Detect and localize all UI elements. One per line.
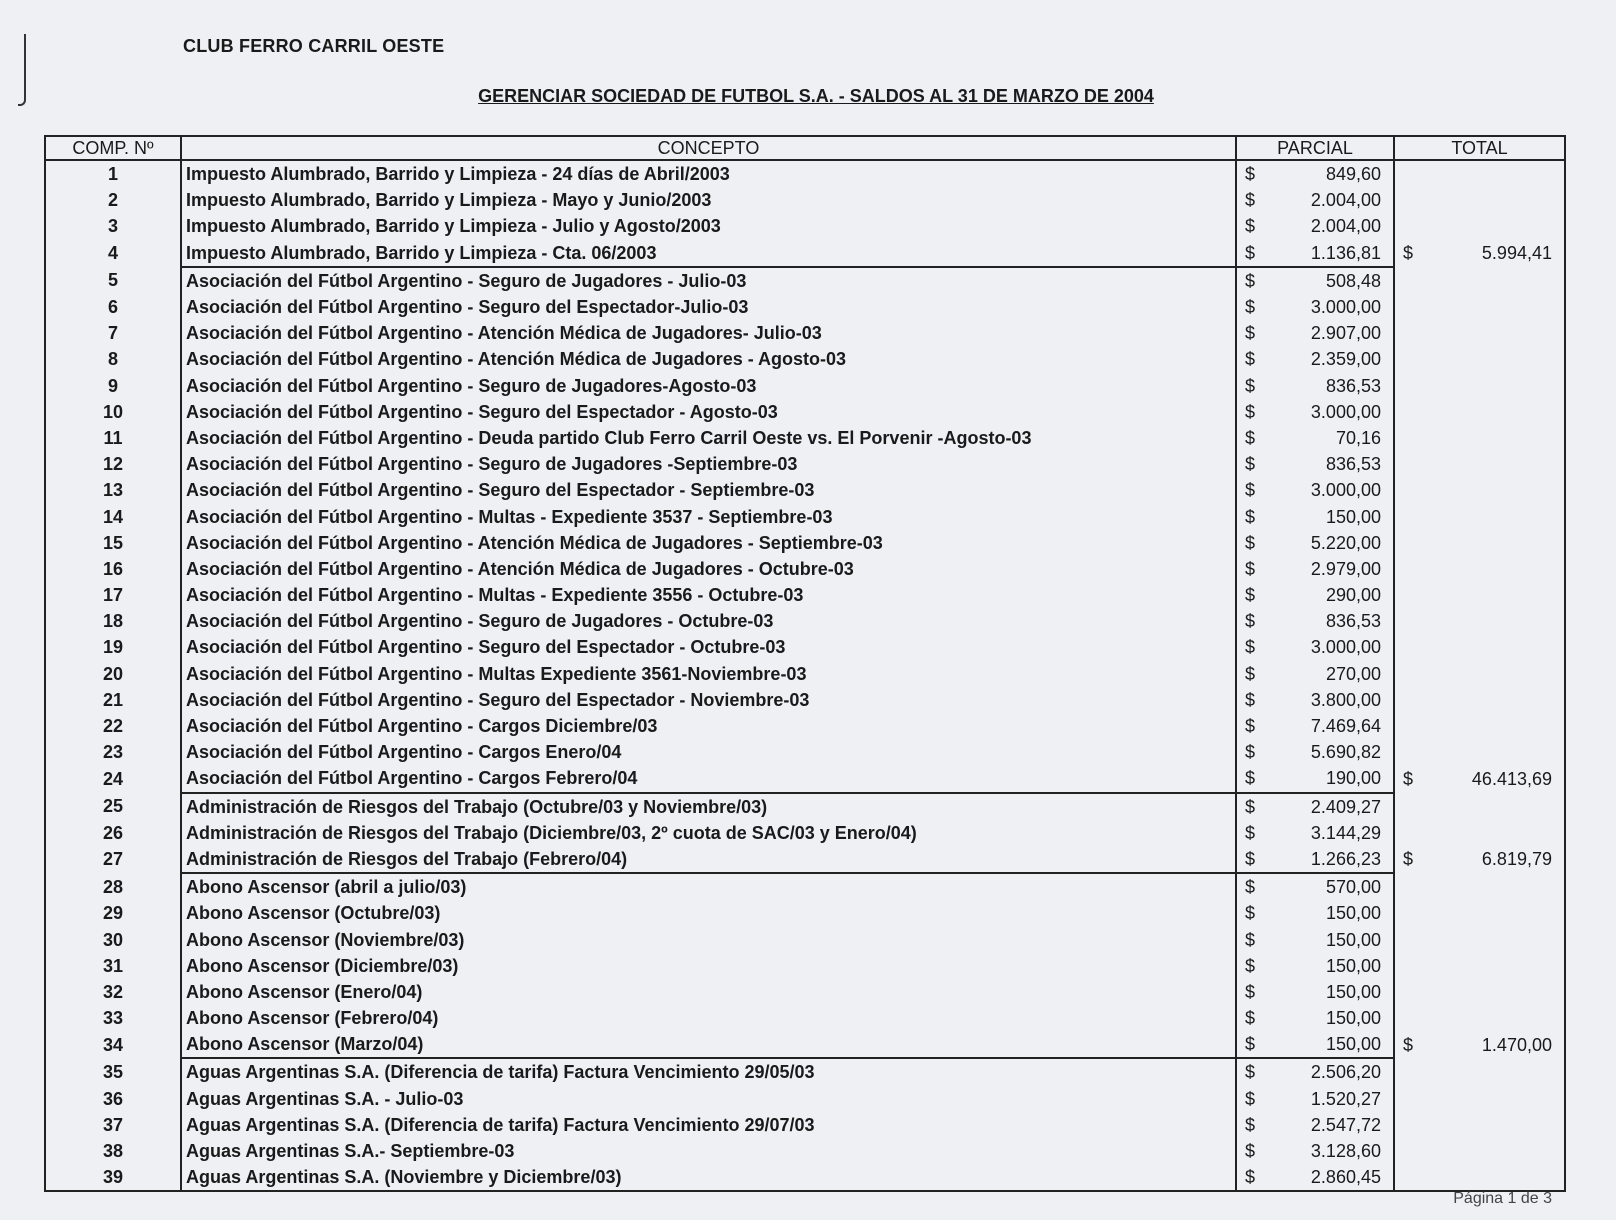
currency-symbol: $ — [1245, 637, 1256, 658]
parcial-value: 2.409,27 — [1310, 796, 1381, 817]
parcial-cell — [1236, 267, 1394, 294]
parcial-value: 2.979,00 — [1310, 558, 1381, 579]
total-cell — [1394, 634, 1565, 660]
comp-number: 2 — [45, 187, 181, 213]
concepto-cell: Asociación del Fútbol Argentino - Seguro de Jugadores -Septiembre-03 — [181, 451, 1236, 477]
concepto-cell: Asociación del Fútbol Argentino - Seguro del Espectador-Julio-03 — [181, 294, 1236, 320]
total-value: 6.819,79 — [1481, 849, 1552, 870]
parcial-value: 3.144,29 — [1310, 822, 1381, 843]
parcial-value: 150,00 — [1325, 506, 1381, 527]
currency-symbol: $ — [1245, 848, 1256, 869]
table-row — [45, 1112, 1565, 1138]
table-row — [45, 160, 1565, 187]
total-cell — [1394, 979, 1565, 1005]
parcial-cell — [1236, 373, 1394, 399]
total-cell — [1394, 425, 1565, 451]
total-cell — [1394, 530, 1565, 556]
parcial-value: 1.136,81 — [1310, 242, 1381, 263]
table-row — [45, 213, 1565, 239]
comp-number: 29 — [45, 900, 181, 926]
total-cell — [1394, 240, 1565, 267]
comp-number: 26 — [45, 820, 181, 846]
currency-symbol: $ — [1245, 270, 1256, 291]
parcial-cell — [1236, 425, 1394, 451]
parcial-cell — [1236, 687, 1394, 713]
parcial-cell — [1236, 213, 1394, 239]
currency-symbol: $ — [1245, 164, 1256, 185]
table-row — [45, 1058, 1565, 1085]
concepto-cell: Asociación del Fútbol Argentino - Deuda partido Club Ferro Carril Oeste vs. El Porvenir -Agosto-03 — [181, 425, 1236, 451]
total-cell — [1394, 846, 1565, 873]
total-cell — [1394, 294, 1565, 320]
table-row — [45, 820, 1565, 846]
parcial-cell — [1236, 634, 1394, 660]
document-title: GERENCIAR SOCIEDAD DE FUTBOL S.A. - SALDOS AL 31 DE MARZO DE 2004 — [478, 86, 1154, 106]
parcial-value: 2.004,00 — [1310, 190, 1381, 211]
currency-symbol: $ — [1245, 716, 1256, 737]
parcial-cell — [1236, 953, 1394, 979]
comp-number: 37 — [45, 1112, 181, 1138]
comp-number: 12 — [45, 451, 181, 477]
comp-number: 23 — [45, 739, 181, 765]
currency-symbol: $ — [1245, 1088, 1256, 1109]
comp-number: 32 — [45, 979, 181, 1005]
parcial-cell — [1236, 900, 1394, 926]
currency-symbol: $ — [1245, 611, 1256, 632]
table-row — [45, 294, 1565, 320]
parcial-cell — [1236, 451, 1394, 477]
total-cell — [1394, 873, 1565, 900]
comp-number: 34 — [45, 1031, 181, 1058]
parcial-cell — [1236, 346, 1394, 372]
total-cell — [1394, 1138, 1565, 1164]
parcial-value: 2.359,00 — [1310, 349, 1381, 370]
total-cell — [1394, 187, 1565, 213]
parcial-value: 3.000,00 — [1310, 480, 1381, 501]
page-number: Página 1 de 3 — [1453, 1190, 1552, 1207]
total-cell — [1394, 713, 1565, 739]
parcial-cell — [1236, 713, 1394, 739]
parcial-cell — [1236, 846, 1394, 873]
parcial-value: 1.520,27 — [1310, 1088, 1381, 1109]
parcial-cell — [1236, 979, 1394, 1005]
parcial-cell — [1236, 1031, 1394, 1058]
total-cell — [1394, 661, 1565, 687]
concepto-cell: Administración de Riesgos del Trabajo (Febrero/04) — [181, 846, 1236, 873]
parcial-cell — [1236, 1112, 1394, 1138]
parcial-cell — [1236, 739, 1394, 765]
currency-symbol: $ — [1245, 190, 1256, 211]
total-cell — [1394, 793, 1565, 820]
comp-number: 22 — [45, 713, 181, 739]
total-cell — [1394, 1086, 1565, 1112]
comp-number: 21 — [45, 687, 181, 713]
concepto-cell: Aguas Argentinas S.A.- Septiembre-03 — [181, 1138, 1236, 1164]
parcial-value: 150,00 — [1325, 981, 1381, 1002]
parcial-cell — [1236, 1138, 1394, 1164]
table-row — [45, 1005, 1565, 1031]
total-cell — [1394, 346, 1565, 372]
parcial-cell — [1236, 793, 1394, 820]
concepto-cell: Asociación del Fútbol Argentino - Atención Médica de Jugadores - Octubre-03 — [181, 556, 1236, 582]
total-cell — [1394, 320, 1565, 346]
parcial-cell — [1236, 187, 1394, 213]
parcial-cell — [1236, 1005, 1394, 1031]
parcial-cell — [1236, 926, 1394, 952]
total-cell — [1394, 373, 1565, 399]
concepto-cell: Abono Ascensor (Febrero/04) — [181, 1005, 1236, 1031]
total-cell — [1394, 451, 1565, 477]
table-row — [45, 346, 1565, 372]
comp-number: 18 — [45, 608, 181, 634]
table-row — [45, 926, 1565, 952]
table-row — [45, 765, 1565, 792]
currency-symbol: $ — [1245, 242, 1256, 263]
table-row — [45, 846, 1565, 873]
currency-symbol: $ — [1245, 1008, 1256, 1029]
table-row — [45, 979, 1565, 1005]
parcial-cell — [1236, 294, 1394, 320]
table-row — [45, 477, 1565, 503]
table-row — [45, 900, 1565, 926]
parcial-cell — [1236, 160, 1394, 187]
concepto-cell: Asociación del Fútbol Argentino - Cargos Diciembre/03 — [181, 713, 1236, 739]
parcial-cell — [1236, 477, 1394, 503]
currency-symbol: $ — [1403, 768, 1414, 789]
parcial-value: 2.506,20 — [1310, 1062, 1381, 1083]
parcial-value: 570,00 — [1325, 877, 1381, 898]
parcial-value: 150,00 — [1325, 955, 1381, 976]
currency-symbol: $ — [1245, 822, 1256, 843]
concepto-cell: Abono Ascensor (Octubre/03) — [181, 900, 1236, 926]
currency-symbol: $ — [1245, 480, 1256, 501]
concepto-cell: Asociación del Fútbol Argentino - Cargos Enero/04 — [181, 739, 1236, 765]
parcial-value: 836,53 — [1325, 611, 1381, 632]
currency-symbol: $ — [1245, 663, 1256, 684]
table-body — [45, 160, 1565, 1191]
table-row — [45, 556, 1565, 582]
currency-symbol: $ — [1245, 955, 1256, 976]
comp-number: 4 — [45, 240, 181, 267]
parcial-cell — [1236, 582, 1394, 608]
table-row — [45, 451, 1565, 477]
table-row — [45, 873, 1565, 900]
concepto-cell: Aguas Argentinas S.A. (Noviembre y Diciembre/03) — [181, 1164, 1236, 1191]
concepto-cell: Asociación del Fútbol Argentino - Seguro del Espectador - Agosto-03 — [181, 399, 1236, 425]
concepto-cell: Abono Ascensor (Diciembre/03) — [181, 953, 1236, 979]
parcial-value: 2.860,45 — [1310, 1167, 1381, 1188]
total-cell — [1394, 1058, 1565, 1085]
total-cell — [1394, 1112, 1565, 1138]
column-header-parcial: PARCIAL — [1236, 136, 1394, 160]
comp-number: 3 — [45, 213, 181, 239]
total-cell — [1394, 687, 1565, 713]
comp-number: 8 — [45, 346, 181, 372]
concepto-cell: Impuesto Alumbrado, Barrido y Limpieza - 24 días de Abril/2003 — [181, 160, 1236, 187]
currency-symbol: $ — [1245, 981, 1256, 1002]
concepto-cell: Asociación del Fútbol Argentino - Seguro del Espectador - Noviembre-03 — [181, 687, 1236, 713]
concepto-cell: Aguas Argentinas S.A. - Julio-03 — [181, 1086, 1236, 1112]
parcial-cell — [1236, 1164, 1394, 1191]
comp-number: 31 — [45, 953, 181, 979]
concepto-cell: Asociación del Fútbol Argentino - Multas - Expediente 3556 - Octubre-03 — [181, 582, 1236, 608]
total-cell — [1394, 399, 1565, 425]
currency-symbol: $ — [1245, 1167, 1256, 1188]
table-row — [45, 1138, 1565, 1164]
concepto-cell: Abono Ascensor (abril a julio/03) — [181, 873, 1236, 900]
parcial-value: 190,00 — [1325, 768, 1381, 789]
concepto-cell: Asociación del Fútbol Argentino - Multas - Expediente 3537 - Septiembre-03 — [181, 503, 1236, 529]
currency-symbol: $ — [1245, 323, 1256, 344]
currency-symbol: $ — [1245, 903, 1256, 924]
concepto-cell: Abono Ascensor (Enero/04) — [181, 979, 1236, 1005]
table-row — [45, 267, 1565, 294]
comp-number: 39 — [45, 1164, 181, 1191]
currency-symbol: $ — [1245, 689, 1256, 710]
currency-symbol: $ — [1245, 349, 1256, 370]
currency-symbol: $ — [1403, 849, 1414, 870]
total-cell — [1394, 503, 1565, 529]
parcial-cell — [1236, 765, 1394, 792]
currency-symbol: $ — [1245, 532, 1256, 553]
parcial-value: 2.004,00 — [1310, 216, 1381, 237]
parcial-value: 290,00 — [1325, 585, 1381, 606]
comp-number: 7 — [45, 320, 181, 346]
currency-symbol: $ — [1245, 877, 1256, 898]
total-cell — [1394, 1164, 1565, 1191]
balance-table — [44, 135, 1566, 1192]
table-row — [45, 373, 1565, 399]
parcial-cell — [1236, 1058, 1394, 1085]
concepto-cell: Asociación del Fútbol Argentino - Seguro de Jugadores-Agosto-03 — [181, 373, 1236, 399]
total-cell — [1394, 582, 1565, 608]
concepto-cell: Asociación del Fútbol Argentino - Multas Expediente 3561-Noviembre-03 — [181, 661, 1236, 687]
comp-number: 38 — [45, 1138, 181, 1164]
parcial-value: 2.547,72 — [1310, 1114, 1381, 1135]
total-value: 46.413,69 — [1471, 768, 1552, 789]
table-row — [45, 687, 1565, 713]
total-cell — [1394, 1031, 1565, 1058]
total-cell — [1394, 160, 1565, 187]
concepto-cell: Aguas Argentinas S.A. (Diferencia de tarifa) Factura Vencimiento 29/07/03 — [181, 1112, 1236, 1138]
currency-symbol: $ — [1245, 585, 1256, 606]
concepto-cell: Asociación del Fútbol Argentino - Seguro del Espectador - Octubre-03 — [181, 634, 1236, 660]
total-cell — [1394, 820, 1565, 846]
parcial-value: 849,60 — [1325, 164, 1381, 185]
parcial-value: 1.266,23 — [1310, 848, 1381, 869]
concepto-cell: Abono Ascensor (Noviembre/03) — [181, 926, 1236, 952]
parcial-value: 3.000,00 — [1310, 401, 1381, 422]
concepto-cell: Asociación del Fútbol Argentino - Seguro del Espectador - Septiembre-03 — [181, 477, 1236, 503]
parcial-value: 7.469,64 — [1310, 716, 1381, 737]
parcial-value: 3.000,00 — [1310, 637, 1381, 658]
table-row — [45, 661, 1565, 687]
currency-symbol: $ — [1245, 558, 1256, 579]
total-value: 5.994,41 — [1481, 243, 1552, 264]
concepto-cell: Asociación del Fútbol Argentino - Seguro de Jugadores - Octubre-03 — [181, 608, 1236, 634]
comp-number: 1 — [45, 160, 181, 187]
parcial-value: 836,53 — [1325, 375, 1381, 396]
total-value: 1.470,00 — [1481, 1034, 1552, 1055]
concepto-cell: Impuesto Alumbrado, Barrido y Limpieza - Cta. 06/2003 — [181, 240, 1236, 267]
comp-number: 33 — [45, 1005, 181, 1031]
parcial-cell — [1236, 320, 1394, 346]
currency-symbol: $ — [1245, 216, 1256, 237]
comp-number: 17 — [45, 582, 181, 608]
currency-symbol: $ — [1245, 796, 1256, 817]
table-row — [45, 582, 1565, 608]
comp-number: 25 — [45, 793, 181, 820]
parcial-value: 150,00 — [1325, 903, 1381, 924]
parcial-value: 70,16 — [1335, 427, 1381, 448]
table-row — [45, 320, 1565, 346]
comp-number: 30 — [45, 926, 181, 952]
parcial-cell — [1236, 240, 1394, 267]
currency-symbol: $ — [1245, 401, 1256, 422]
table-row — [45, 739, 1565, 765]
concepto-cell: Impuesto Alumbrado, Barrido y Limpieza - Julio y Agosto/2003 — [181, 213, 1236, 239]
currency-symbol: $ — [1245, 375, 1256, 396]
comp-number: 11 — [45, 425, 181, 451]
concepto-cell: Asociación del Fútbol Argentino - Seguro de Jugadores - Julio-03 — [181, 267, 1236, 294]
table-row — [45, 1086, 1565, 1112]
parcial-cell — [1236, 503, 1394, 529]
concepto-cell: Asociación del Fútbol Argentino - Atención Médica de Jugadores - Septiembre-03 — [181, 530, 1236, 556]
table-row — [45, 793, 1565, 820]
parcial-cell — [1236, 873, 1394, 900]
parcial-value: 3.128,60 — [1310, 1141, 1381, 1162]
comp-number: 36 — [45, 1086, 181, 1112]
club-name: CLUB FERRO CARRIL OESTE — [183, 36, 445, 56]
table-row — [45, 240, 1565, 267]
currency-symbol: $ — [1245, 1141, 1256, 1162]
table-row — [45, 530, 1565, 556]
table-row — [45, 634, 1565, 660]
concepto-cell: Asociación del Fútbol Argentino - Cargos Febrero/04 — [181, 765, 1236, 792]
comp-number: 20 — [45, 661, 181, 687]
table-row — [45, 425, 1565, 451]
parcial-value: 270,00 — [1325, 663, 1381, 684]
total-cell — [1394, 953, 1565, 979]
concepto-cell: Asociación del Fútbol Argentino - Atención Médica de Jugadores- Julio-03 — [181, 320, 1236, 346]
concepto-cell: Administración de Riesgos del Trabajo (Diciembre/03, 2º cuota de SAC/03 y Enero/04) — [181, 820, 1236, 846]
parcial-value: 3.000,00 — [1310, 297, 1381, 318]
currency-symbol: $ — [1245, 768, 1256, 789]
table-row — [45, 713, 1565, 739]
comp-number: 35 — [45, 1058, 181, 1085]
total-cell — [1394, 477, 1565, 503]
comp-number: 15 — [45, 530, 181, 556]
parcial-cell — [1236, 661, 1394, 687]
total-cell — [1394, 926, 1565, 952]
currency-symbol: $ — [1245, 427, 1256, 448]
column-header-total: TOTAL — [1394, 136, 1565, 160]
currency-symbol: $ — [1245, 742, 1256, 763]
comp-number: 24 — [45, 765, 181, 792]
currency-symbol: $ — [1245, 1114, 1256, 1135]
comp-number: 6 — [45, 294, 181, 320]
comp-number: 14 — [45, 503, 181, 529]
table-header-row — [45, 136, 1565, 160]
parcial-cell — [1236, 399, 1394, 425]
table-row — [45, 1031, 1565, 1058]
parcial-value: 150,00 — [1325, 929, 1381, 950]
concepto-cell: Administración de Riesgos del Trabajo (Octubre/03 y Noviembre/03) — [181, 793, 1236, 820]
total-cell — [1394, 556, 1565, 582]
parcial-value: 2.907,00 — [1310, 323, 1381, 344]
parcial-value: 150,00 — [1325, 1008, 1381, 1029]
table-row — [45, 953, 1565, 979]
parcial-value: 508,48 — [1325, 270, 1381, 291]
table-row — [45, 608, 1565, 634]
table-row — [45, 187, 1565, 213]
column-header-concepto: CONCEPTO — [181, 136, 1236, 160]
concepto-cell: Aguas Argentinas S.A. (Diferencia de tarifa) Factura Vencimiento 29/05/03 — [181, 1058, 1236, 1085]
total-cell — [1394, 900, 1565, 926]
currency-symbol: $ — [1245, 1062, 1256, 1083]
comp-number: 28 — [45, 873, 181, 900]
comp-number: 5 — [45, 267, 181, 294]
total-cell — [1394, 608, 1565, 634]
currency-symbol: $ — [1245, 929, 1256, 950]
parcial-cell — [1236, 1086, 1394, 1112]
comp-number: 13 — [45, 477, 181, 503]
total-cell — [1394, 267, 1565, 294]
concepto-cell: Abono Ascensor (Marzo/04) — [181, 1031, 1236, 1058]
parcial-value: 3.800,00 — [1310, 689, 1381, 710]
currency-symbol: $ — [1403, 1034, 1414, 1055]
table-row — [45, 1164, 1565, 1191]
comp-number: 27 — [45, 846, 181, 873]
table-row — [45, 503, 1565, 529]
currency-symbol: $ — [1245, 506, 1256, 527]
currency-symbol: $ — [1245, 454, 1256, 475]
table-row — [45, 399, 1565, 425]
parcial-cell — [1236, 608, 1394, 634]
parcial-value: 5.690,82 — [1310, 742, 1381, 763]
concepto-cell: Asociación del Fútbol Argentino - Atención Médica de Jugadores - Agosto-03 — [181, 346, 1236, 372]
total-cell — [1394, 739, 1565, 765]
comp-number: 10 — [45, 399, 181, 425]
comp-number: 9 — [45, 373, 181, 399]
comp-number: 16 — [45, 556, 181, 582]
parcial-value: 150,00 — [1325, 1034, 1381, 1055]
total-cell — [1394, 213, 1565, 239]
currency-symbol: $ — [1403, 243, 1414, 264]
currency-symbol: $ — [1245, 1034, 1256, 1055]
comp-number: 19 — [45, 634, 181, 660]
total-cell — [1394, 1005, 1565, 1031]
concepto-cell: Impuesto Alumbrado, Barrido y Limpieza - Mayo y Junio/2003 — [181, 187, 1236, 213]
column-header-comp: COMP. Nº — [45, 136, 181, 160]
parcial-value: 5.220,00 — [1310, 532, 1381, 553]
parcial-cell — [1236, 820, 1394, 846]
total-cell — [1394, 765, 1565, 792]
parcial-cell — [1236, 530, 1394, 556]
parcial-value: 836,53 — [1325, 454, 1381, 475]
parcial-cell — [1236, 556, 1394, 582]
currency-symbol: $ — [1245, 297, 1256, 318]
